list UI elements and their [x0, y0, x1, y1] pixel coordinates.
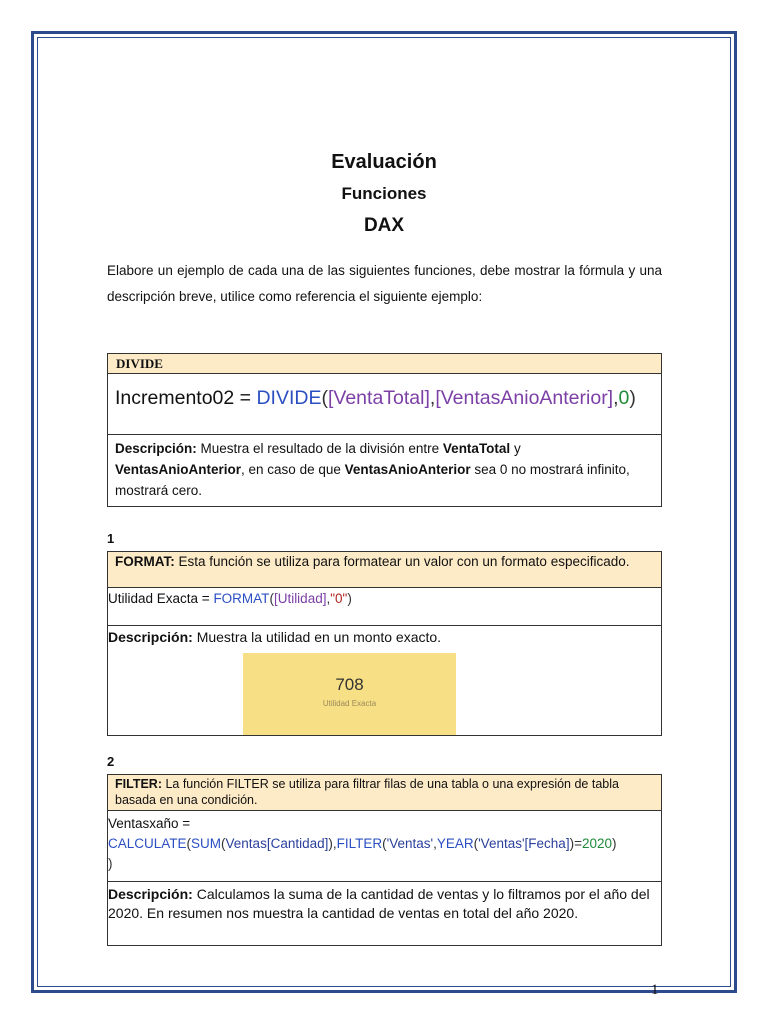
page-number: 1: [651, 982, 659, 998]
format-header: FORMAT: Esta función se utiliza para formatear un valor con un formato especificado.: [108, 552, 661, 588]
kpi-card: [243, 653, 456, 735]
example-description: Descripción: Muestra el resultado de la división entre VentaTotal y VentasAnioAnterior, en caso de que VentasAnioAnterior sea 0 no mostrará infinito, mostrará cero.: [115, 441, 630, 498]
title-block: [0, 146, 768, 242]
example-formula: Incremento02 = DIVIDE([VentaTotal],[VentasAnioAnterior],0): [108, 374, 661, 435]
intro-paragraph: Elabore un ejemplo de cada una de las siguientes funciones, debe mostrar la fórmula y una descripción breve, utilice como referencia el siguiente ejemplo:: [107, 263, 662, 304]
filter-header: FILTER: La función FILTER se utiliza para filtrar filas de una tabla o una expresión de tabla basada en una condición.: [108, 775, 661, 811]
filter-box: [107, 774, 662, 946]
example-box: [107, 353, 662, 507]
kpi-card-label: Utilidad Exacta: [322, 699, 377, 708]
format-description: Descripción: Muestra la utilidad en un monto exacto. 708 Utilidad Exacta: [108, 626, 661, 735]
format-box: [107, 551, 662, 736]
title-dax: DAX: [363, 215, 405, 236]
title-evaluacion: Evaluación: [331, 151, 437, 173]
format-formula: Utilidad Exacta = FORMAT([Utilidad],"0"): [108, 588, 661, 626]
example-header: DIVIDE: [108, 354, 661, 374]
kpi-card-value: 708: [335, 675, 364, 694]
item-number-2: 2: [107, 754, 115, 769]
item-number-1: 1: [107, 531, 115, 546]
filter-formula: Ventasxaño = CALCULATE(SUM(Ventas[Cantidad]),FILTER('Ventas',YEAR('Ventas'[Fecha])=2020) ): [108, 811, 661, 882]
filter-description: Descripción: Calculamos la suma de la cantidad de ventas y lo filtramos por el año del 2020. En resumen nos muestra la cantidad de ventas en total del año 2020.: [108, 886, 650, 921]
title-funciones: Funciones: [341, 184, 427, 203]
